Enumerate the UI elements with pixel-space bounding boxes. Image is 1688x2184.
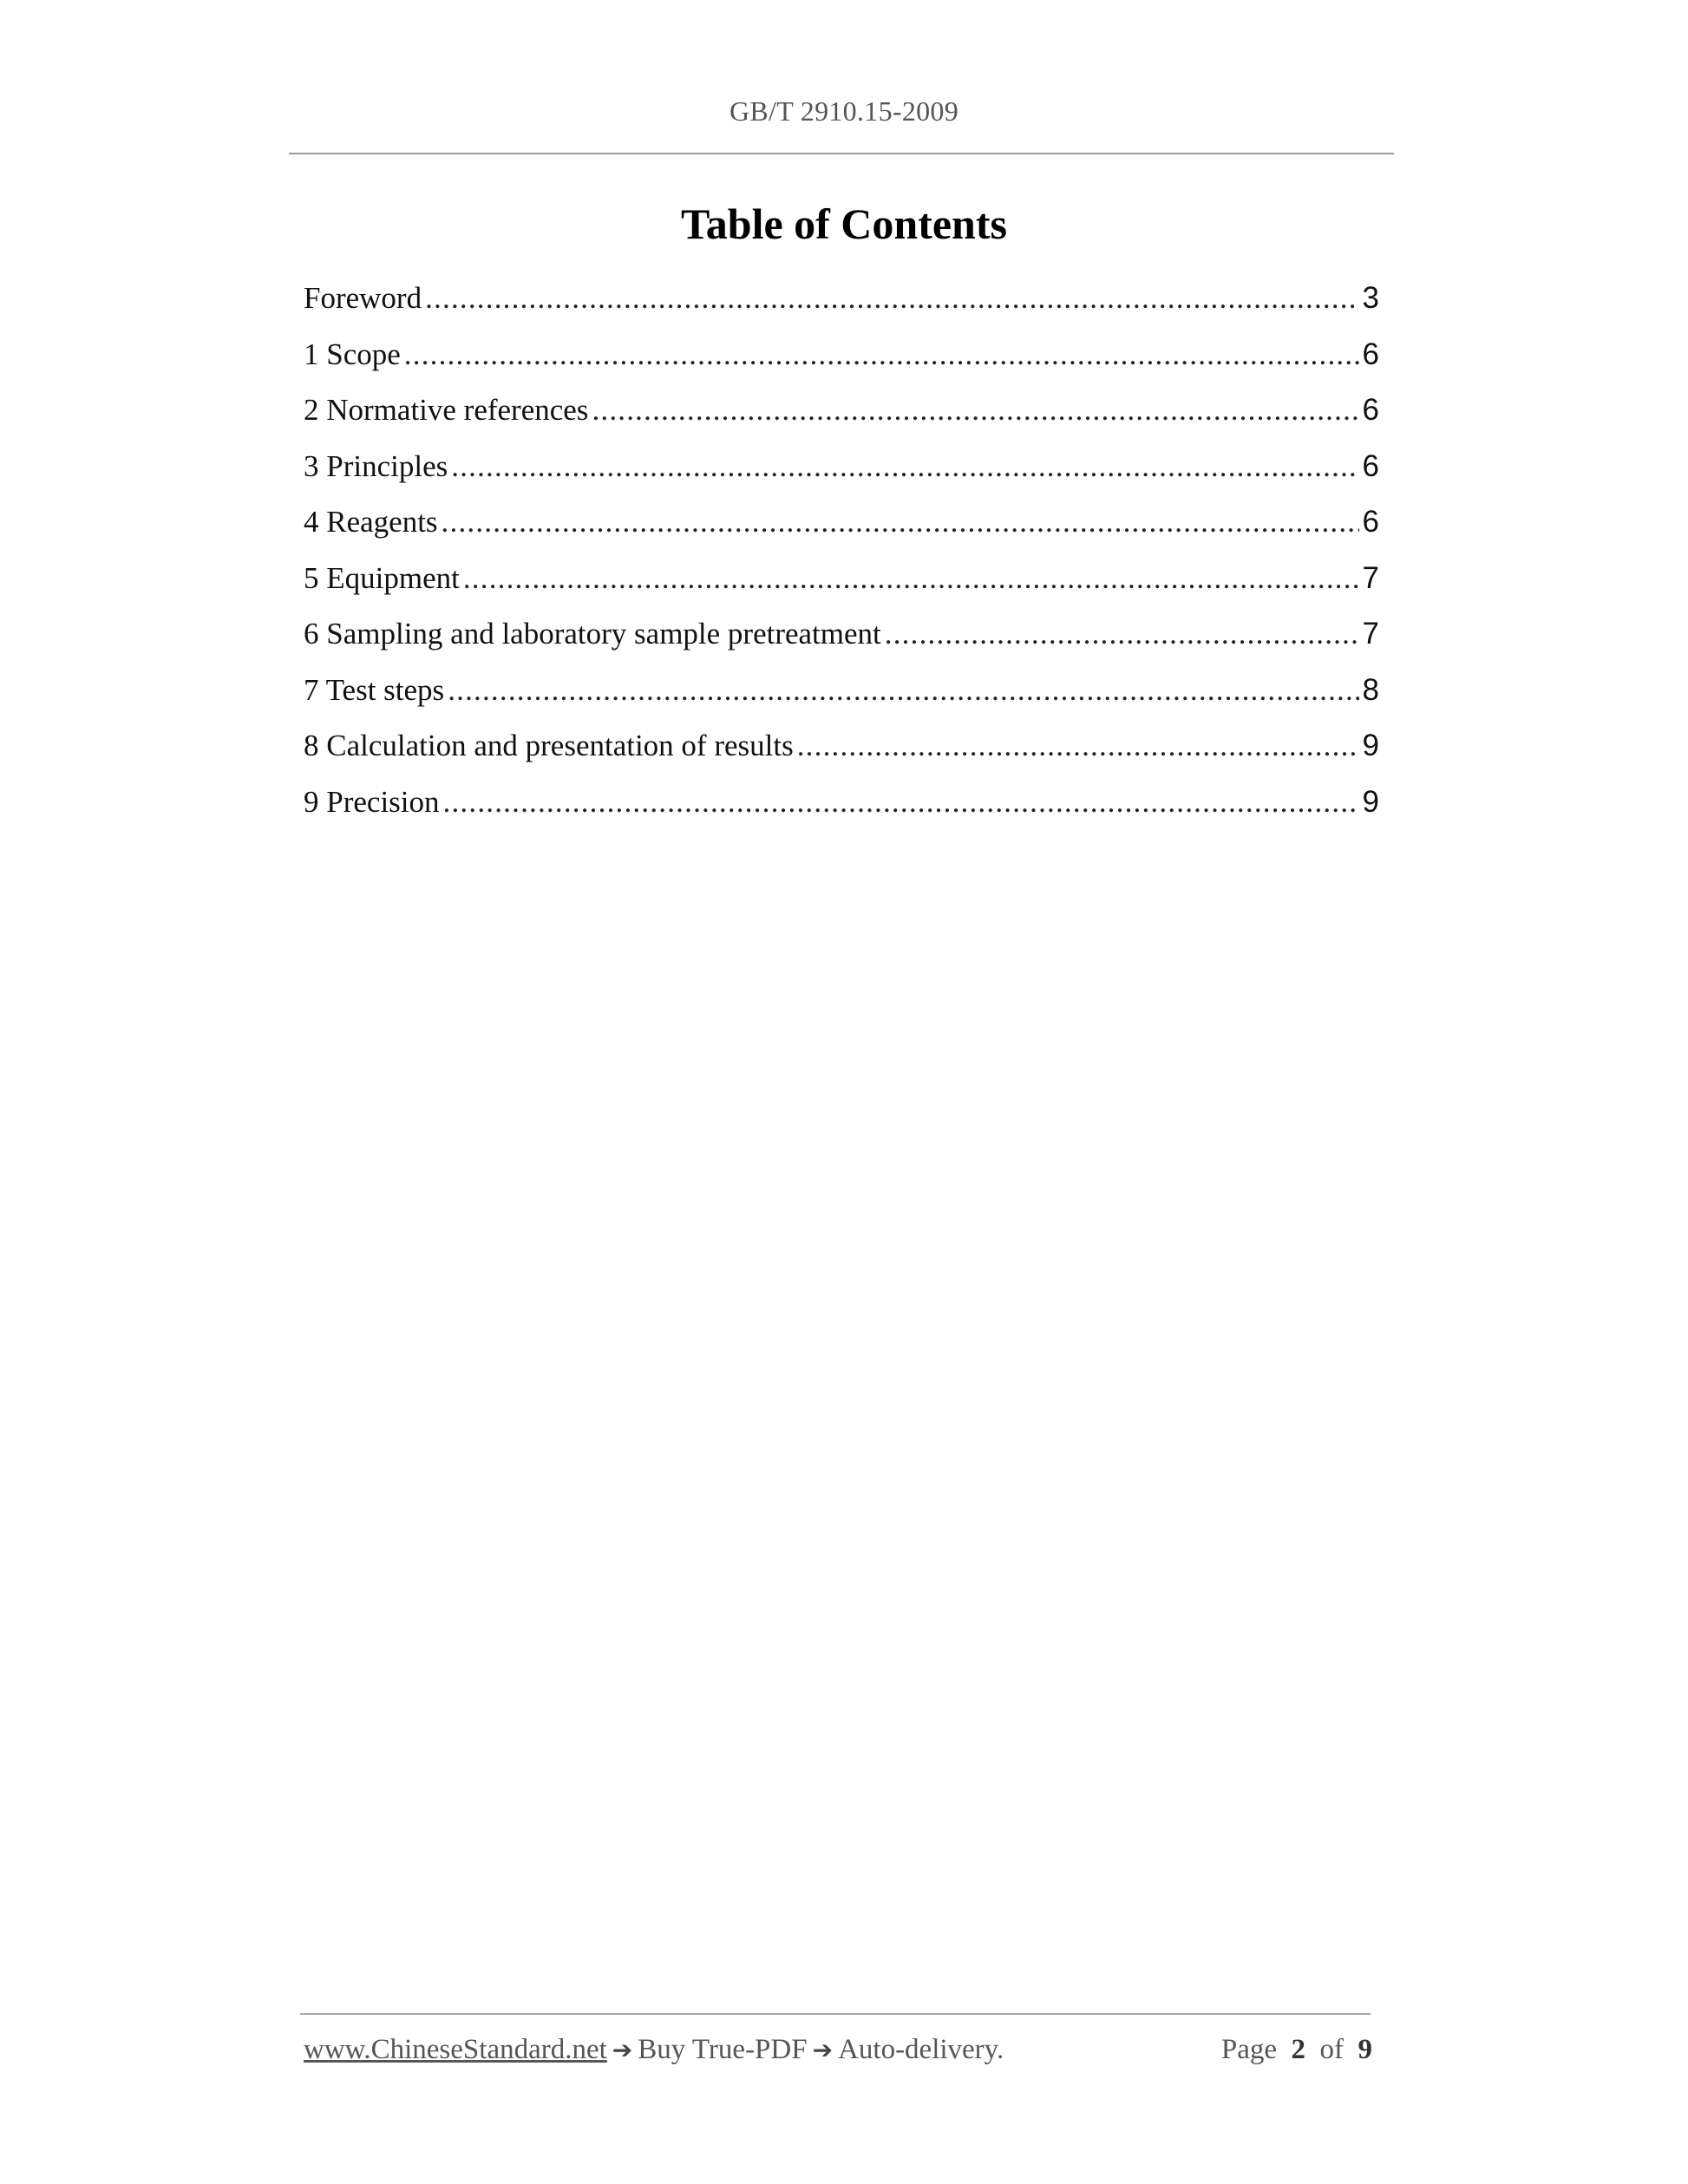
toc-entry-page: 7 bbox=[1362, 560, 1379, 595]
toc-title: Table of Contents bbox=[681, 199, 1007, 248]
toc-dot-leader bbox=[425, 281, 1358, 316]
toc-dot-leader bbox=[592, 393, 1358, 428]
toc-dot-leader bbox=[463, 561, 1359, 596]
toc-entry-page: 8 bbox=[1362, 672, 1379, 707]
toc-entry-label: 4 Reagents bbox=[304, 505, 438, 539]
toc-entry-page: 7 bbox=[1362, 617, 1379, 651]
footer-purchase-path bbox=[304, 2034, 1004, 2066]
toc-entry-page: 6 bbox=[1362, 505, 1379, 539]
footer-divider bbox=[300, 2013, 1371, 2015]
toc-dot-leader bbox=[448, 673, 1358, 708]
footer-step-buy: Buy True-PDF bbox=[638, 2034, 808, 2065]
toc-entry-page: 6 bbox=[1362, 448, 1379, 483]
toc-entry-label: 8 Calculation and presentation of results bbox=[304, 729, 794, 762]
toc-entry-page: 6 bbox=[1362, 393, 1379, 427]
page-indicator bbox=[1221, 2034, 1372, 2066]
toc-entry-equipment[interactable] bbox=[304, 561, 1379, 618]
toc-entry-normative-references[interactable] bbox=[304, 393, 1379, 449]
toc-entry-principles[interactable] bbox=[304, 449, 1379, 506]
toc-entry-label: 2 Normative references bbox=[304, 393, 589, 427]
toc-entry-label: 9 Precision bbox=[304, 784, 440, 819]
toc-entry-precision[interactable] bbox=[304, 785, 1379, 841]
toc-entry-scope[interactable] bbox=[304, 337, 1379, 394]
arrow-right-icon: ➔ bbox=[812, 2036, 834, 2064]
chinesestandard-link[interactable]: www.ChineseStandard.net bbox=[304, 2034, 607, 2065]
toc-entry-label: 6 Sampling and laboratory sample pretreatment bbox=[304, 617, 881, 651]
toc-entry-reagents[interactable] bbox=[304, 505, 1379, 561]
toc-entry-page: 3 bbox=[1362, 281, 1379, 315]
toc-dot-leader bbox=[797, 729, 1359, 763]
toc-dot-leader bbox=[443, 785, 1359, 820]
toc-entry-calculation[interactable] bbox=[304, 729, 1379, 785]
toc-entry-page: 6 bbox=[1362, 337, 1379, 371]
header-divider bbox=[289, 153, 1394, 154]
toc-entry-sampling[interactable] bbox=[304, 617, 1379, 673]
footer-step-delivery: Auto-delivery. bbox=[838, 2034, 1004, 2065]
current-page-number: 2 bbox=[1291, 2034, 1305, 2065]
toc-entry-label: Foreword bbox=[304, 281, 422, 315]
of-word: of bbox=[1319, 2034, 1344, 2065]
toc-entry-foreword[interactable] bbox=[304, 281, 1379, 337]
toc-entry-label: 1 Scope bbox=[304, 337, 401, 371]
toc-dot-leader bbox=[451, 449, 1358, 484]
toc-entry-label: 7 Test steps bbox=[304, 672, 445, 707]
toc-entry-label: 5 Equipment bbox=[304, 560, 460, 595]
total-pages-number: 9 bbox=[1358, 2034, 1372, 2065]
arrow-right-icon: ➔ bbox=[612, 2036, 633, 2064]
toc-list bbox=[304, 281, 1379, 840]
page-word: Page bbox=[1220, 2034, 1277, 2065]
toc-dot-leader bbox=[404, 337, 1359, 372]
toc-entry-page: 9 bbox=[1362, 784, 1379, 819]
toc-entry-label: 3 Principles bbox=[304, 448, 448, 483]
toc-dot-leader bbox=[442, 505, 1359, 539]
document-header: GB/T 2910.15-2009 bbox=[729, 95, 959, 127]
toc-dot-leader bbox=[885, 617, 1359, 651]
document-footer bbox=[304, 2034, 1372, 2066]
toc-entry-test-steps[interactable] bbox=[304, 673, 1379, 729]
toc-entry-page: 9 bbox=[1362, 729, 1379, 762]
